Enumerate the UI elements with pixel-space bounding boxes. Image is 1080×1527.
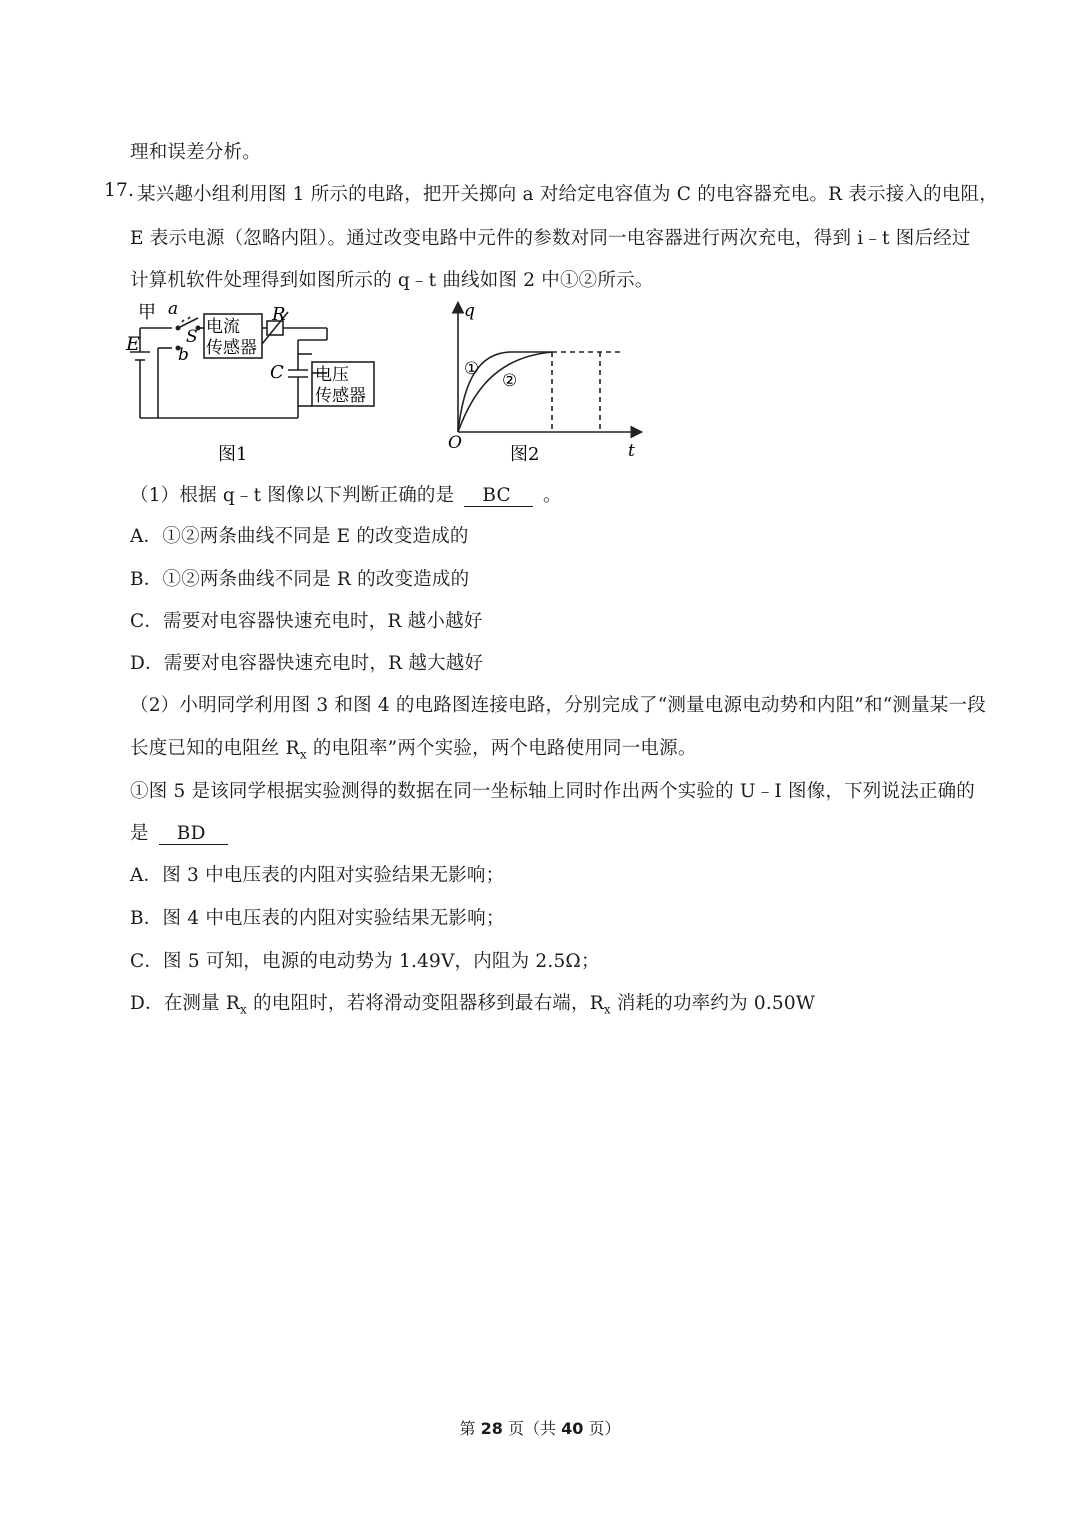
- figure-2-caption: 图2: [510, 444, 540, 465]
- text-span: 长度已知的电阻丝 R: [130, 738, 300, 759]
- text-span: 的电阻时，若将滑动变阻器移到最右端，R: [247, 993, 604, 1014]
- footer-text: 页（共: [502, 1419, 562, 1438]
- current-sensor-label-2: 传感器: [206, 338, 257, 358]
- part2-answer: BD: [159, 823, 228, 845]
- curve-2-label: ②: [502, 371, 518, 391]
- part1-option-c: C．需要对电容器快速充电时，R 越小越好: [130, 611, 483, 632]
- curve-1-label: ①: [464, 359, 480, 379]
- text-span: 是: [130, 823, 149, 844]
- page-footer: [0, 1416, 1080, 1439]
- part2-option-a: A．图 3 中电压表的内阻对实验结果无影响；: [130, 865, 505, 886]
- text-line: E 表示电源（忽略内阻）。通过改变电路中元件的参数对同一电容器进行两次充电，得到 i﹣t 图后经过: [130, 228, 971, 249]
- part2-option-c: C．图 5 可知，电源的电动势为 1.49V，内阻为 2.5Ω；: [130, 951, 600, 972]
- current-sensor-label-1: 电流: [206, 317, 240, 337]
- t-axis-label: t: [628, 441, 635, 461]
- figure-1-caption: 图1: [218, 444, 248, 465]
- label-S: S: [186, 327, 198, 347]
- footer-text: 第: [459, 1419, 481, 1438]
- part1-question: [130, 481, 562, 507]
- origin-label: O: [448, 433, 462, 453]
- text-span: 的电阻率”两个实验，两个电路使用同一电源。: [306, 738, 697, 759]
- part1-question-text: （1）根据 q﹣t 图像以下判断正确的是: [130, 485, 455, 506]
- subscript: x: [299, 747, 307, 762]
- label-a: a: [168, 299, 179, 319]
- text-line: 计算机软件处理得到如图所示的 q﹣t 曲线如图 2 中①②所示。: [130, 270, 654, 291]
- label-R: R: [272, 304, 286, 325]
- part2-intro-line2: [130, 734, 697, 762]
- part1-question-tail: 。: [543, 485, 562, 506]
- voltage-sensor-label-2: 传感器: [315, 386, 366, 406]
- part2-option-b: B．图 4 中电压表的内阻对实验结果无影响；: [130, 908, 505, 929]
- text-line: 理和误差分析。: [130, 142, 261, 163]
- footer-text: 页）: [583, 1419, 621, 1438]
- part1-option-d: D．需要对电容器快速充电时，R 越大越好: [130, 653, 484, 674]
- part2-sub1-answer-line: [130, 819, 232, 845]
- part2-option-d: [130, 989, 815, 1017]
- part1-option-b: B．①②两条曲线不同是 R 的改变造成的: [130, 569, 470, 590]
- part2-intro-line1: （2）小明同学利用图 3 和图 4 的电路图连接电路，分别完成了“测量电源电动势和内阻”和“测量某一段: [130, 695, 986, 716]
- page-number: 28: [480, 1419, 503, 1438]
- subscript: x: [603, 1002, 611, 1017]
- part2-sub1: ①图 5 是该同学根据实验测得的数据在同一坐标轴上同时作出两个实验的 U﹣I 图像，下列说法正确的: [130, 781, 975, 802]
- part1-answer: BC: [464, 485, 533, 507]
- total-pages: 40: [561, 1419, 584, 1438]
- text-line: 某兴趣小组利用图 1 所示的电路，把开关掷向 a 对给定电容值为 C 的电容器充电。R 表示接入的电阻，: [137, 184, 998, 205]
- text-span: 消耗的功率约为 0.50W: [610, 993, 816, 1014]
- label-C: C: [270, 362, 284, 383]
- label-b: b: [178, 345, 189, 365]
- subscript: x: [240, 1002, 248, 1017]
- figure-2: [440, 298, 650, 477]
- label-jia: 甲: [138, 302, 156, 323]
- voltage-sensor-label-1: 电压: [315, 365, 349, 385]
- q-axis-label: q: [464, 301, 475, 321]
- text-span: D．在测量 R: [130, 993, 241, 1014]
- question-number: 17.: [104, 180, 135, 201]
- part1-option-a: A．①②两条曲线不同是 E 的改变造成的: [130, 526, 469, 547]
- label-E: E: [126, 333, 140, 355]
- figure-1: [122, 298, 392, 477]
